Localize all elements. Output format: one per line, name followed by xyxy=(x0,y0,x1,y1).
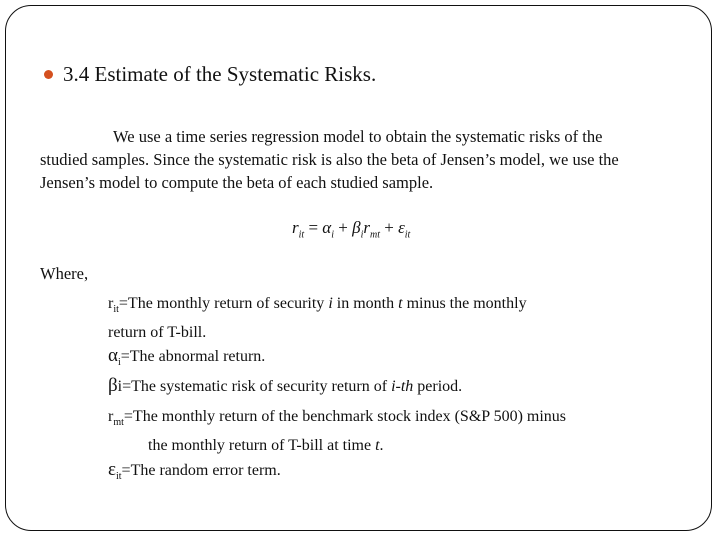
def-text: the monthly return of T-bill at time xyxy=(148,437,376,455)
def-text: t xyxy=(375,437,380,455)
regression-equation xyxy=(292,218,410,240)
eq-sub: it xyxy=(404,229,411,241)
definition-eps xyxy=(108,458,281,488)
paragraph-line: studied samples. Since the systematic risk is also the beta of Jensen’s model, we use the xyxy=(40,150,619,169)
def-text: =The random error term. xyxy=(121,462,281,479)
definition-alpha xyxy=(108,344,265,374)
definition-beta xyxy=(108,374,462,398)
eq-sub: i xyxy=(331,229,334,241)
def-text: =The systematic risk of security return of xyxy=(122,378,392,395)
def-symbol: r xyxy=(108,295,114,312)
def-sub: it xyxy=(115,471,122,483)
def-text: i-th xyxy=(391,378,414,395)
eq-sub: it xyxy=(298,229,305,241)
def-text: minus the monthly xyxy=(402,295,527,312)
def-text: t xyxy=(398,295,403,312)
def-sub: it xyxy=(113,304,119,316)
eq-term: r xyxy=(363,218,370,237)
def-symbol: ε xyxy=(108,459,116,480)
bullet-icon xyxy=(44,70,53,79)
where-label: Where, xyxy=(40,264,89,283)
def-sub: mt xyxy=(113,417,124,429)
def-symbol: r xyxy=(108,408,114,425)
def-symbol: α xyxy=(108,345,118,366)
eq-term: r xyxy=(292,218,299,237)
def-text: period. xyxy=(413,378,463,395)
def-sub: i xyxy=(117,357,121,369)
paragraph-line: Jensen’s model to compute the beta of each studied sample. xyxy=(40,173,434,192)
eq-operator: = xyxy=(304,218,323,237)
def-text: . xyxy=(379,437,384,455)
def-sub: i xyxy=(117,378,123,395)
eq-term: α xyxy=(322,218,332,237)
def-text: return of T-bill. xyxy=(108,324,207,342)
def-symbol: β xyxy=(108,375,118,396)
definition-rit xyxy=(108,292,527,344)
eq-operator: + xyxy=(379,218,399,237)
eq-operator: + xyxy=(334,218,353,237)
def-text: =The abnormal return. xyxy=(120,348,266,365)
def-text: =The monthly return of the benchmark stock index (S&P 500) minus xyxy=(123,408,567,425)
def-text: in month xyxy=(332,295,399,312)
eq-sub: mt xyxy=(369,229,380,241)
slide-title xyxy=(44,62,376,87)
def-text: =The monthly return of security xyxy=(118,295,329,312)
eq-term: β xyxy=(352,218,361,237)
intro-paragraph xyxy=(40,125,690,194)
paragraph-line: We use a time series regression model to obtain the systematic risks of the xyxy=(113,127,603,146)
eq-term: ε xyxy=(398,218,405,237)
definition-rmt xyxy=(108,405,566,457)
def-text: i xyxy=(328,295,333,312)
eq-sub: i xyxy=(360,229,364,241)
title-text: 3.4 Estimate of the Systematic Risks. xyxy=(63,62,377,86)
